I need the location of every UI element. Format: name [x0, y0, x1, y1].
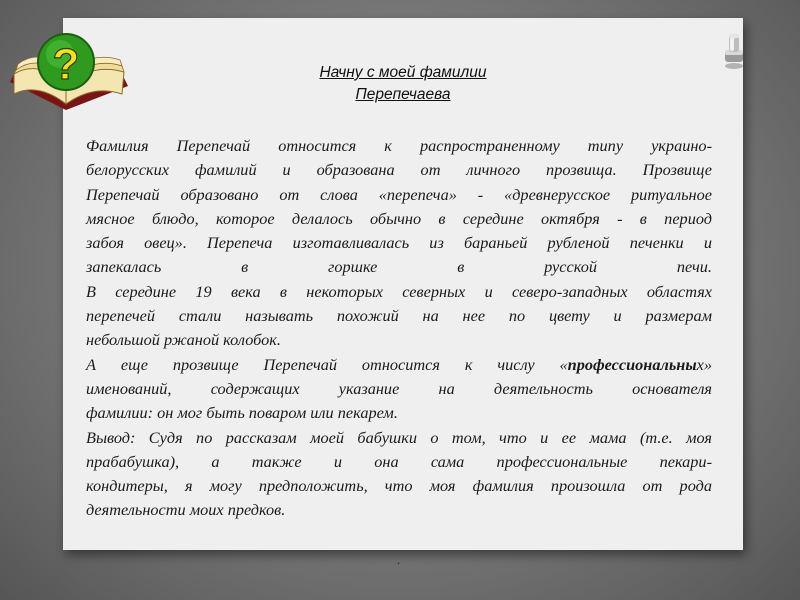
text-line: прабабушка), а также и она сама профессиональные пекари- [86, 451, 712, 471]
text-line: кондитеры, я могу предположить, что моя фамилия произошла от рода [86, 476, 712, 496]
text-line: перепечей стали называть похожий на нее по цвету и размерам [86, 306, 712, 326]
text-line-with-emphasis [86, 353, 712, 377]
text-line: мясное блюдо, которое делалось обычно в середине октября - в период [86, 208, 712, 228]
footer-mark: . [397, 553, 400, 567]
text-line: В середине 19 века в некоторых северных и северо-западных областях [86, 281, 712, 301]
text-line: белорусских фамилий и образована от личного прозвища. Прозвище [86, 160, 712, 180]
emphasis-word: профессиональны [567, 354, 697, 374]
page-title [63, 62, 743, 106]
svg-text:?: ? [52, 40, 80, 89]
body-paragraphs [86, 134, 712, 523]
text-segment: х» [696, 354, 712, 374]
text-line: небольшой ржаной колобок. [86, 330, 281, 350]
text-line: деятельности моих предков. [86, 500, 286, 520]
title-line-1: Начну с моей фамилии [319, 64, 487, 81]
text-line: Фамилия Перепечай относится к распространенному типу украино- [86, 136, 712, 155]
text-line: фамилии: он мог быть поваром или пекарем. [86, 403, 398, 423]
text-line: Вывод: Судя по рассказам моей бабушки о том, что и ее мама (т.е. моя [86, 427, 712, 447]
text-line: Перепечай образовано от слова «перепеча» - «древнерусское ритуальное [86, 184, 712, 204]
text-segment: А еще прозвище Перепечай относится к числу « [86, 354, 568, 374]
title-line-2: Перепечаева [355, 86, 451, 103]
text-line: именований, содержащих указание на деятельность основателя [86, 378, 712, 398]
text-line: забоя овец». Перепеча изготавливалась из бараньей рубленой печенки и [86, 233, 712, 253]
text-line: запекалась в горшке в русской печи. [86, 257, 712, 277]
